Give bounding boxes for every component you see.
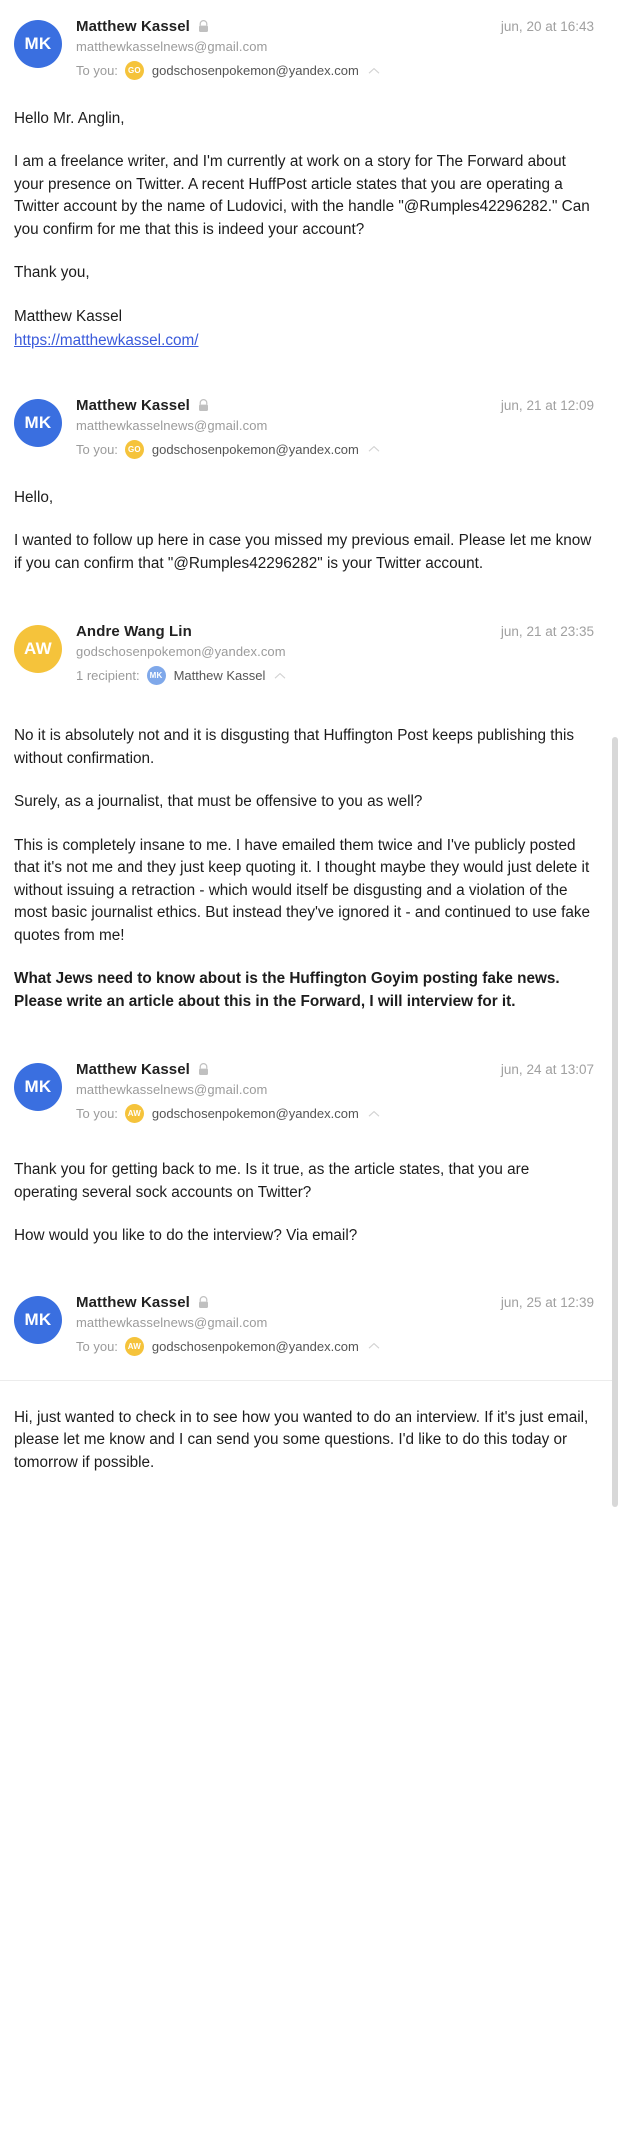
signature-name: Matthew Kassel: [14, 307, 122, 325]
message-body: [0, 1381, 618, 1484]
email-message: [0, 1043, 618, 1275]
lock-icon: [198, 1296, 209, 1309]
sender-email: matthewkasselnews@gmail.com: [76, 1082, 268, 1098]
message-body: [0, 465, 618, 605]
message-header[interactable]: [0, 1043, 618, 1129]
chevron-up-icon[interactable]: [368, 67, 380, 75]
recipients-row[interactable]: [76, 1337, 594, 1356]
recipients-row[interactable]: [76, 61, 594, 80]
recipient-avatar: MK: [147, 666, 166, 685]
chevron-up-icon[interactable]: [368, 1110, 380, 1118]
avatar: AW: [14, 625, 62, 673]
email-message: [0, 0, 618, 379]
message-body: [0, 1129, 618, 1275]
scrollbar[interactable]: [612, 737, 618, 1507]
recipient-avatar: AW: [125, 1337, 144, 1356]
sender-email: matthewkasselnews@gmail.com: [76, 417, 268, 433]
message-body: [0, 691, 618, 1043]
paragraph: This is completely insane to me. I have emailed them twice and I've publicly posted that it's not me and they just keep quoting it. I thought maybe they would just delete it without issuing a retraction - which would itself be disgusting and a violation of the most basic journalist ethics. But instead they've ignored it - and continued to use fake quotes from me!: [14, 836, 591, 944]
message-date: jun, 24 at 13:07: [500, 1062, 594, 1078]
recipients-label: To you:: [76, 441, 118, 457]
chevron-up-icon[interactable]: [274, 672, 286, 680]
paragraph: Thank you for getting back to me. Is it true, as the article states, that you are operating several sock accounts on Twitter?: [14, 1161, 530, 1201]
recipients-row[interactable]: [76, 440, 594, 459]
avatar: MK: [14, 1063, 62, 1111]
email-message: [0, 605, 618, 1043]
message-header[interactable]: [0, 0, 618, 86]
paragraph: Hello,: [14, 488, 54, 506]
recipients-label: To you:: [76, 1106, 118, 1122]
lock-icon: [198, 399, 209, 412]
recipients-label: To you:: [76, 1338, 118, 1354]
paragraph: I am a freelance writer, and I'm currently at work on a story for The Forward about your presence on Twitter. A recent HuffPost article states that you are operating a Twitter account by the name of Ludovici, with the handle "@Rumples42296282." Can you confirm for me that this is indeed your account?: [14, 153, 590, 238]
paragraph: How would you like to do the interview? Via email?: [14, 1227, 358, 1245]
lock-icon: [198, 20, 209, 33]
recipient-avatar: GO: [125, 440, 144, 459]
message-header[interactable]: [0, 379, 618, 465]
recipients-label: To you:: [76, 63, 118, 78]
paragraph: Thank you,: [14, 264, 90, 282]
recipient-avatar: GO: [125, 61, 144, 80]
recipient-address: Matthew Kassel: [173, 668, 266, 684]
avatar: MK: [14, 20, 62, 68]
sender-name: Andre Wang Lin: [76, 623, 192, 641]
recipients-label: 1 recipient:: [76, 668, 140, 684]
paragraph: Hi, just wanted to check in to see how you wanted to do an interview. If it's just email, please let me know and I can send you some questions. I'd like to do this today or tomorrow if possible.: [14, 1408, 589, 1471]
message-date: jun, 21 at 12:09: [500, 397, 594, 413]
recipient-avatar: AW: [125, 1104, 144, 1123]
sender-name: Matthew Kassel: [76, 1293, 190, 1311]
email-message: [0, 379, 618, 605]
message-body: [0, 86, 618, 379]
avatar: MK: [14, 399, 62, 447]
recipient-address: godschosenpokemon@yandex.com: [151, 1106, 359, 1122]
paragraph: I wanted to follow up here in case you missed my previous email. Please let me know if you can confirm that "@Rumples42296282" is your Twitter account.: [14, 532, 592, 572]
lock-icon: [198, 1063, 209, 1076]
recipient-address: godschosenpokemon@yandex.com: [151, 441, 359, 457]
message-header[interactable]: [0, 1276, 618, 1362]
paragraph: No it is absolutely not and it is disgusting that Huffington Post keeps publishing this without confirmation.: [14, 727, 575, 767]
avatar: MK: [14, 1296, 62, 1344]
message-date: jun, 21 at 23:35: [500, 624, 594, 640]
message-date: jun, 25 at 12:39: [500, 1294, 594, 1310]
paragraph: Surely, as a journalist, that must be offensive to you as well?: [14, 793, 423, 811]
email-message: [0, 1276, 618, 1484]
sender-name: Matthew Kassel: [76, 1061, 190, 1079]
chevron-up-icon[interactable]: [368, 1342, 380, 1350]
chevron-up-icon[interactable]: [368, 445, 380, 453]
signature-link[interactable]: https://matthewkassel.com/: [14, 332, 199, 350]
sender-name: Matthew Kassel: [76, 396, 190, 414]
recipient-address: godschosenpokemon@yandex.com: [151, 1338, 359, 1354]
message-date: jun, 20 at 16:43: [500, 19, 594, 34]
recipients-row[interactable]: [76, 666, 594, 685]
paragraph: Hello Mr. Anglin,: [14, 110, 125, 127]
recipient-address: godschosenpokemon@yandex.com: [151, 63, 359, 78]
message-header[interactable]: [0, 605, 618, 691]
sender-email: matthewkasselnews@gmail.com: [76, 39, 268, 54]
recipients-row[interactable]: [76, 1104, 594, 1123]
paragraph-bold: What Jews need to know about is the Huffington Goyim posting fake news. Please write an article about this in the Forward, I will interview for it.: [14, 970, 560, 1010]
sender-email: godschosenpokemon@yandex.com: [76, 644, 286, 660]
sender-email: matthewkasselnews@gmail.com: [76, 1314, 268, 1330]
sender-name: Matthew Kassel: [76, 18, 190, 35]
